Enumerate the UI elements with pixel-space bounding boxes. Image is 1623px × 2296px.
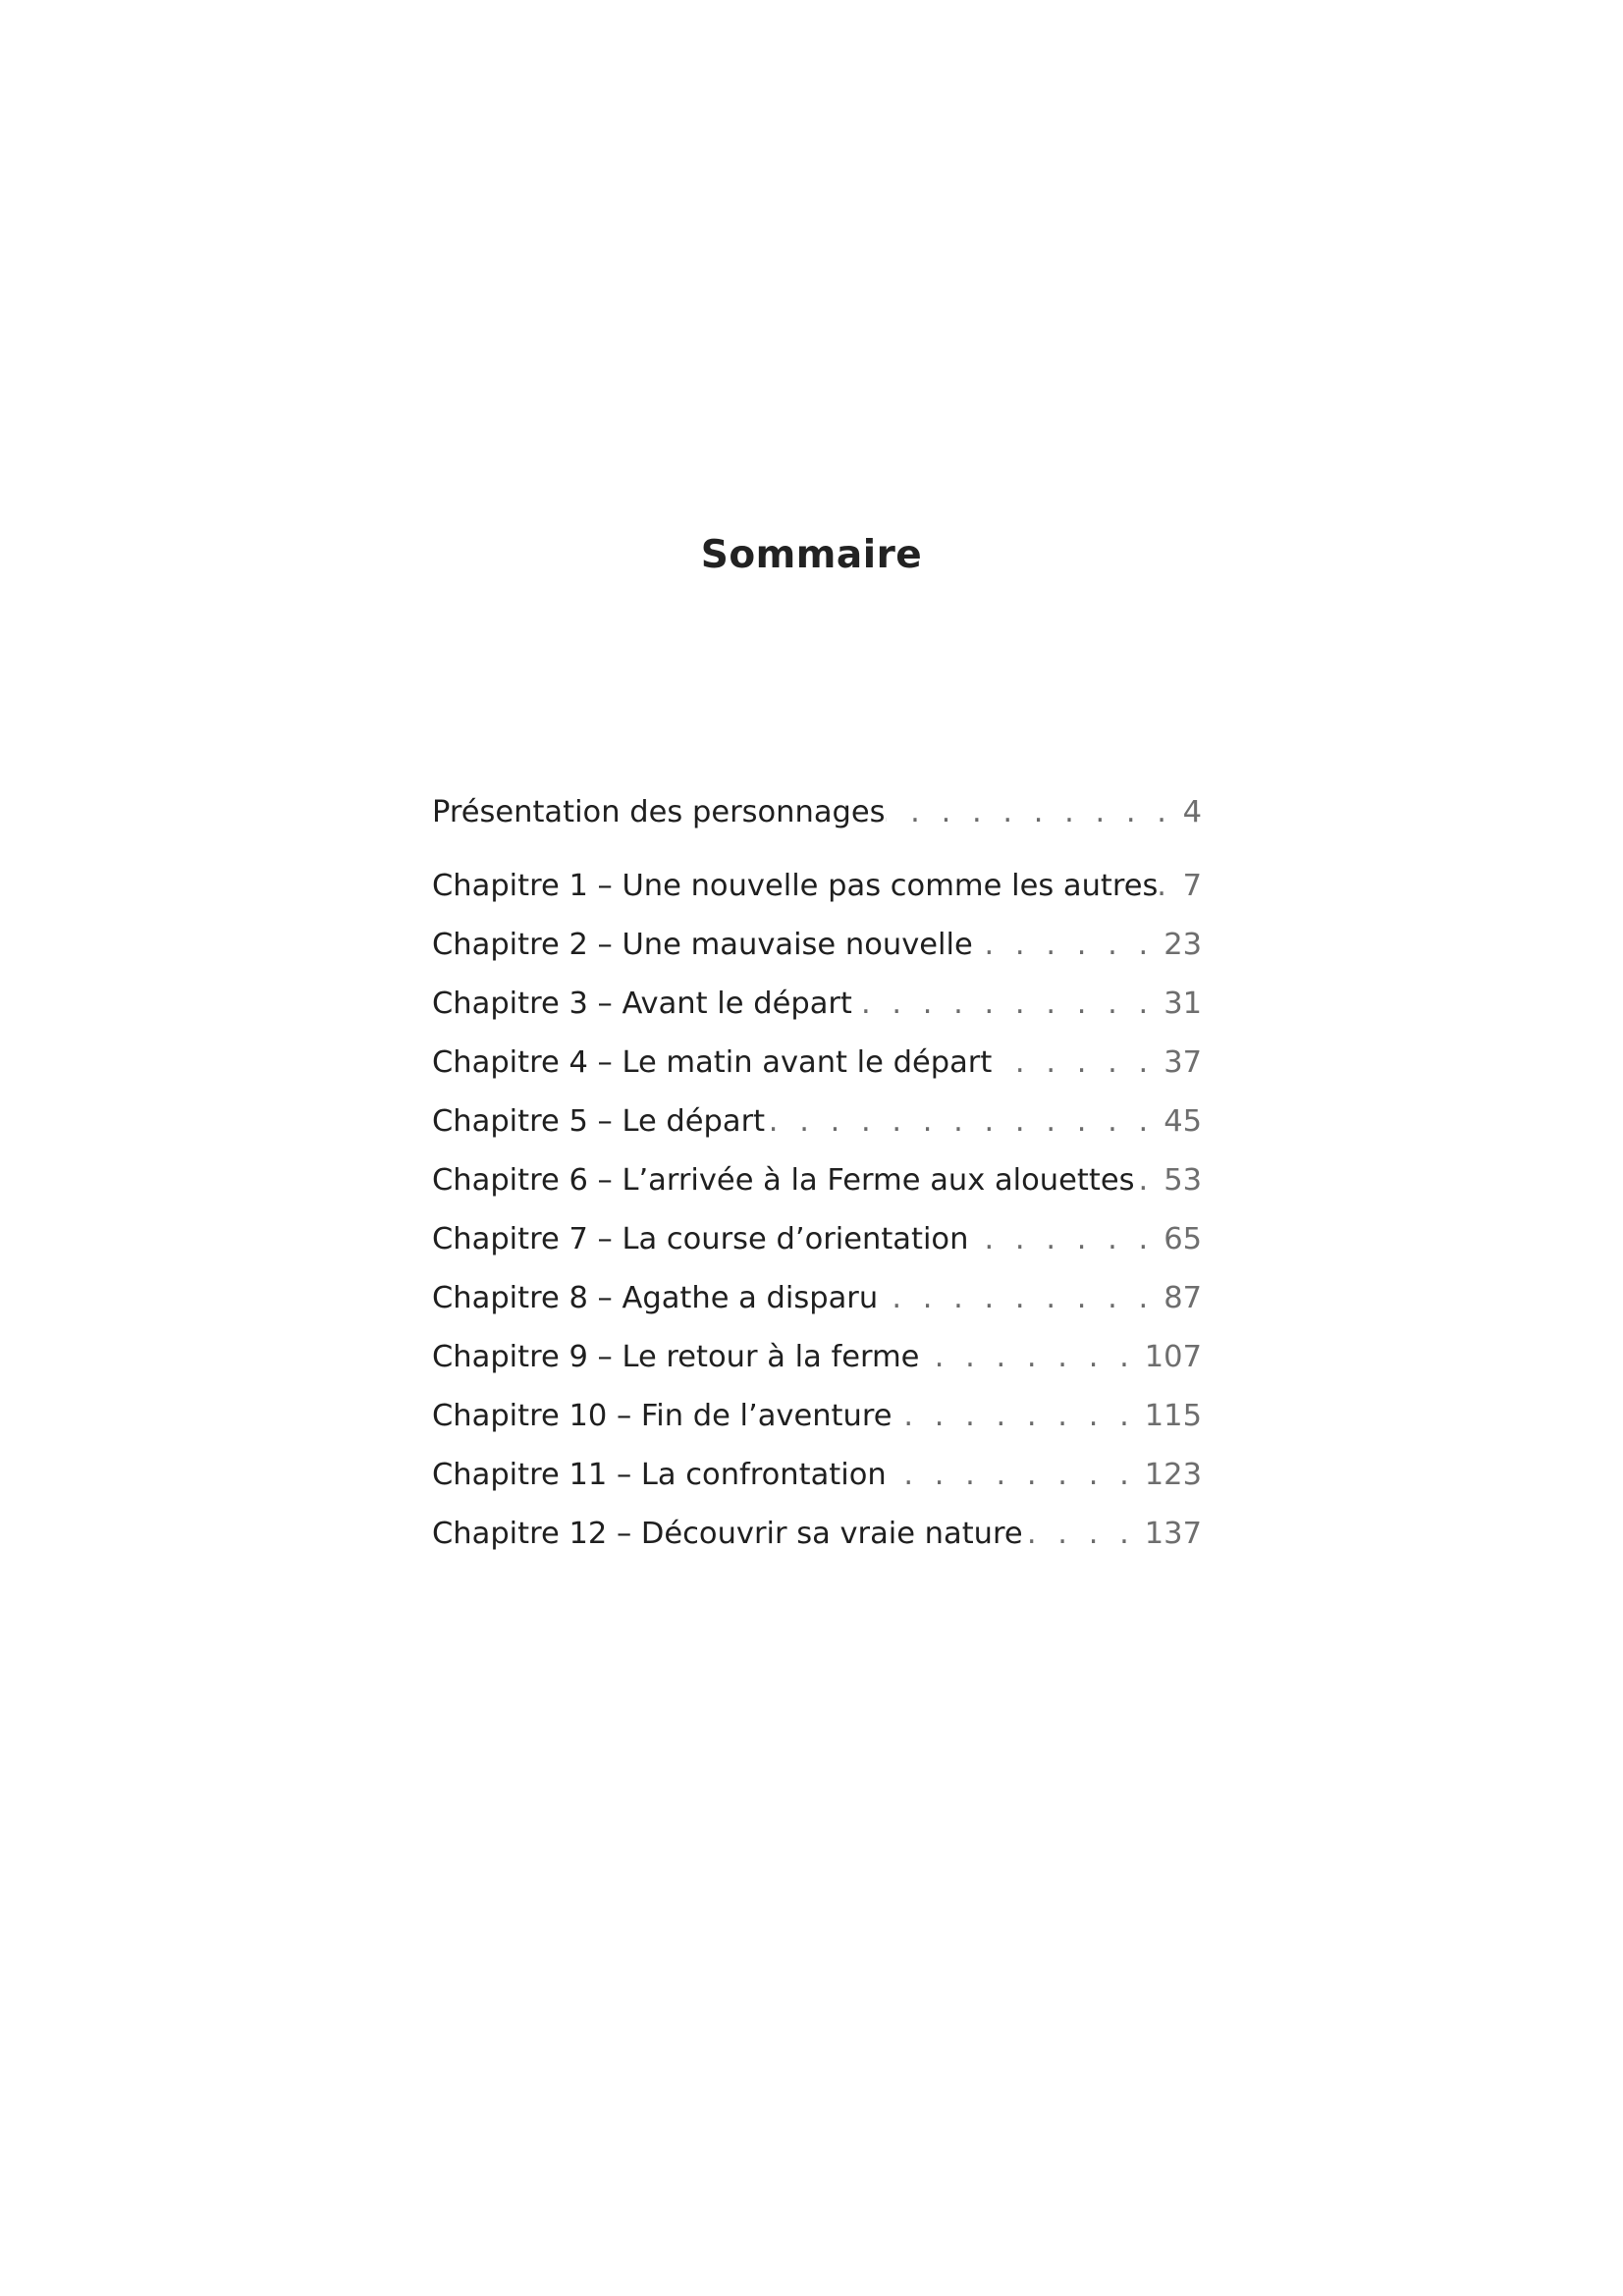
toc-entry-label: Chapitre 10 – Fin de l’aventure (432, 1399, 893, 1433)
toc-entry-label: Présentation des personnages (432, 795, 886, 829)
toc-entry-page-number: 23 (1163, 928, 1202, 962)
toc-entry-label: Chapitre 7 – La course d’orientation (432, 1222, 969, 1256)
toc-entry-label: Chapitre 3 – Avant le départ (432, 987, 852, 1021)
toc-entry-page-number: 31 (1163, 987, 1202, 1021)
toc-entry-chapter-10[interactable] (432, 1392, 1202, 1441)
dot-leader (992, 1039, 1163, 1088)
toc-entry-label: Chapitre 12 – Découvrir sa vraie nature (432, 1517, 1023, 1551)
toc-entry-page-number: 107 (1144, 1340, 1202, 1374)
dot-leader (968, 1215, 1163, 1264)
toc-entry-chapter-8[interactable] (432, 1274, 1202, 1323)
toc-entry-label: Chapitre 4 – Le matin avant le départ (432, 1045, 993, 1080)
toc-entry-chapter-9[interactable] (432, 1333, 1202, 1382)
toc-entry-label: Chapitre 6 – L’arrivée à la Ferme aux alouettes (432, 1163, 1135, 1198)
dot-leader (886, 788, 1182, 837)
toc-entry-label: Chapitre 2 – Une mauvaise nouvelle (432, 928, 973, 962)
dot-leader (1158, 862, 1182, 911)
toc-entry-chapter-6[interactable] (432, 1156, 1202, 1205)
toc-entry-page-number: 7 (1182, 869, 1202, 903)
toc-entry-page-number: 53 (1163, 1163, 1202, 1198)
toc-entry-page-number: 65 (1163, 1222, 1202, 1256)
toc-entry-chapter-5[interactable] (432, 1097, 1202, 1147)
toc-entry-chapter-7[interactable] (432, 1215, 1202, 1264)
dot-leader (1134, 1156, 1163, 1205)
dot-leader (765, 1097, 1163, 1147)
toc-entry-page-number: 87 (1163, 1281, 1202, 1315)
toc-entry-presentation[interactable] (432, 788, 1202, 837)
toc-entry-label: Chapitre 1 – Une nouvelle pas comme les autres (432, 869, 1159, 903)
toc-entry-page-number: 115 (1144, 1399, 1202, 1433)
toc-entry-label: Chapitre 8 – Agathe a disparu (432, 1281, 879, 1315)
toc-entry-chapter-12[interactable] (432, 1510, 1202, 1559)
dot-leader (878, 1274, 1163, 1323)
toc-entry-chapter-4[interactable] (432, 1039, 1202, 1088)
dot-leader (852, 980, 1163, 1029)
toc-entry-page-number: 37 (1163, 1045, 1202, 1080)
toc-entry-label: Chapitre 9 – Le retour à la ferme (432, 1340, 920, 1374)
toc-entry-chapter-11[interactable] (432, 1451, 1202, 1500)
toc-entry-chapter-2[interactable] (432, 921, 1202, 970)
toc-entry-page-number: 137 (1144, 1517, 1202, 1551)
dot-leader (892, 1392, 1144, 1441)
toc-entry-page-number: 4 (1182, 795, 1202, 829)
page-title: Sommaire (700, 533, 923, 577)
toc-entry-chapter-3[interactable] (432, 980, 1202, 1029)
dot-leader (1023, 1510, 1145, 1559)
toc-entry-label: Chapitre 11 – La confrontation (432, 1458, 887, 1492)
toc-entry-page-number: 45 (1163, 1104, 1202, 1139)
toc-entry-label: Chapitre 5 – Le départ (432, 1104, 766, 1139)
toc-entry-chapter-1[interactable] (432, 862, 1202, 911)
dot-leader (919, 1333, 1144, 1382)
dot-leader (973, 921, 1163, 970)
toc-entry-page-number: 123 (1144, 1458, 1202, 1492)
dot-leader (887, 1451, 1145, 1500)
